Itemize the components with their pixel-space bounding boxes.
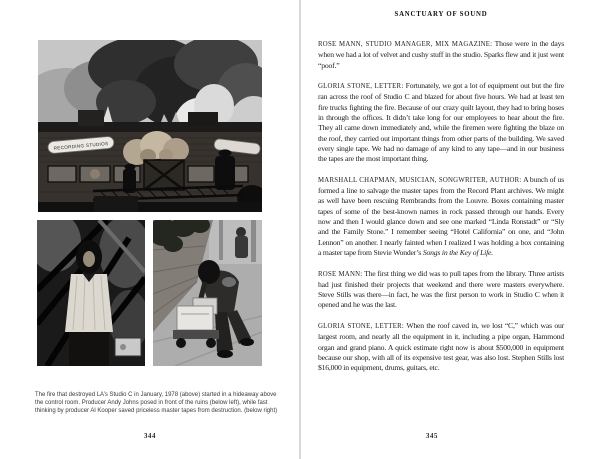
al-kooper-tape-cart-photo — [153, 220, 262, 366]
speaker-label: ROSE MANN, STUDIO MANAGER, MIX MAGAZINE: — [318, 41, 493, 48]
paragraph-gloria-stone-2 — [318, 321, 564, 373]
speaker-label: GLORIA STONE, LETTER: — [318, 323, 405, 331]
fire-photo — [38, 40, 262, 212]
recording-studios-sign-text: RECORDING STUDIOS — [53, 141, 109, 151]
running-head: SANCTUARY OF SOUND — [394, 11, 488, 18]
left-page-number: 344 — [144, 433, 156, 440]
right-page-number: 345 — [426, 433, 438, 440]
paragraph-text: A bunch of us formed a line to salvage the master tapes from the Record Plant archives. We might as well have been rescuing Rembrandts from the Louvre. Boxes containing master tapes of some of the best-known names in rock passed through our hands. Every now and then I would glance down and see one marked “Linda Ronstadt” or “Sly and the Family Stone.” I remember seeing “Hotel California” on one, and “John Lennon” on another. I nearly fainted when I realized I was holding a box containing a master tape from Stevie Wonder’s — [318, 174, 564, 257]
andy-johns-ruins-photo — [37, 220, 145, 366]
paragraph-text: Fortunately, we got a lot of equipment out but the fire ran across the roof of Studio C and blazed for about five hours. We had at least ten fire trucks fighting the fire. Because of our crazy quilt layout, they had to bring hoses in through the offices. It didn’t take long for our employees to hear about the fire. They all came down immediately and, while the firemen were fighting the blaze on the roof, they carried out important things from other parts of the building. We saved every single tape. We had no damage of any kind to any tape—and in our business the tapes are the most important thing. — [318, 81, 564, 164]
page-gutter-line — [299, 0, 301, 459]
speaker-label: GLORIA STONE, LETTER: — [318, 83, 404, 91]
speaker-label: ROSE MANN: — [318, 270, 363, 278]
paragraph-text: Those were in the days when we had a lot of velvet and cushy stuff in the studio. Sparks flew and it just went “poof.” — [318, 39, 565, 70]
paragraph-marshall-chapman — [318, 175, 564, 258]
paragraph-text: The first thing we did was to pull tapes from the library. Three artists had just finished their projects that weekend and there were masters everywhere. Steve Stills was there—in fact, he was the first person to work in Studio C when it opened and he was the last. — [318, 268, 564, 310]
paragraph-text: When the roof caved in, we lost “C,” which was our largest room, and nearly all the equipment in it, including a pipe organ, Hammond organ and grand piano. A quick estimate right now is about $500,000 in equipment because our shop, with all of its expensive test gear, was also lost. Stephen Stills lost $16,000 in equipment, drums, guitars, etc. — [318, 321, 564, 373]
paragraph-gloria-stone-1 — [318, 81, 564, 164]
body-text-column — [318, 39, 564, 384]
photo-caption: The fire that destroyed LA’s Studio C in January, 1978 (above) started in a hideaway above the control room. Producer Andy Johns posed in front of the ruins (below left), while fast thinking by producer Al Kooper saved priceless master tapes from destruction. (below right) — [35, 392, 278, 415]
paragraph-rose-mann-2 — [318, 269, 564, 311]
album-title-italic: Songs in the Key of Life. — [422, 247, 493, 257]
speaker-label: MARSHALL CHAPMAN, MUSICIAN, SONGWRITER, AUTHOR: — [318, 176, 522, 184]
paragraph-rose-mann-1 — [318, 39, 564, 71]
